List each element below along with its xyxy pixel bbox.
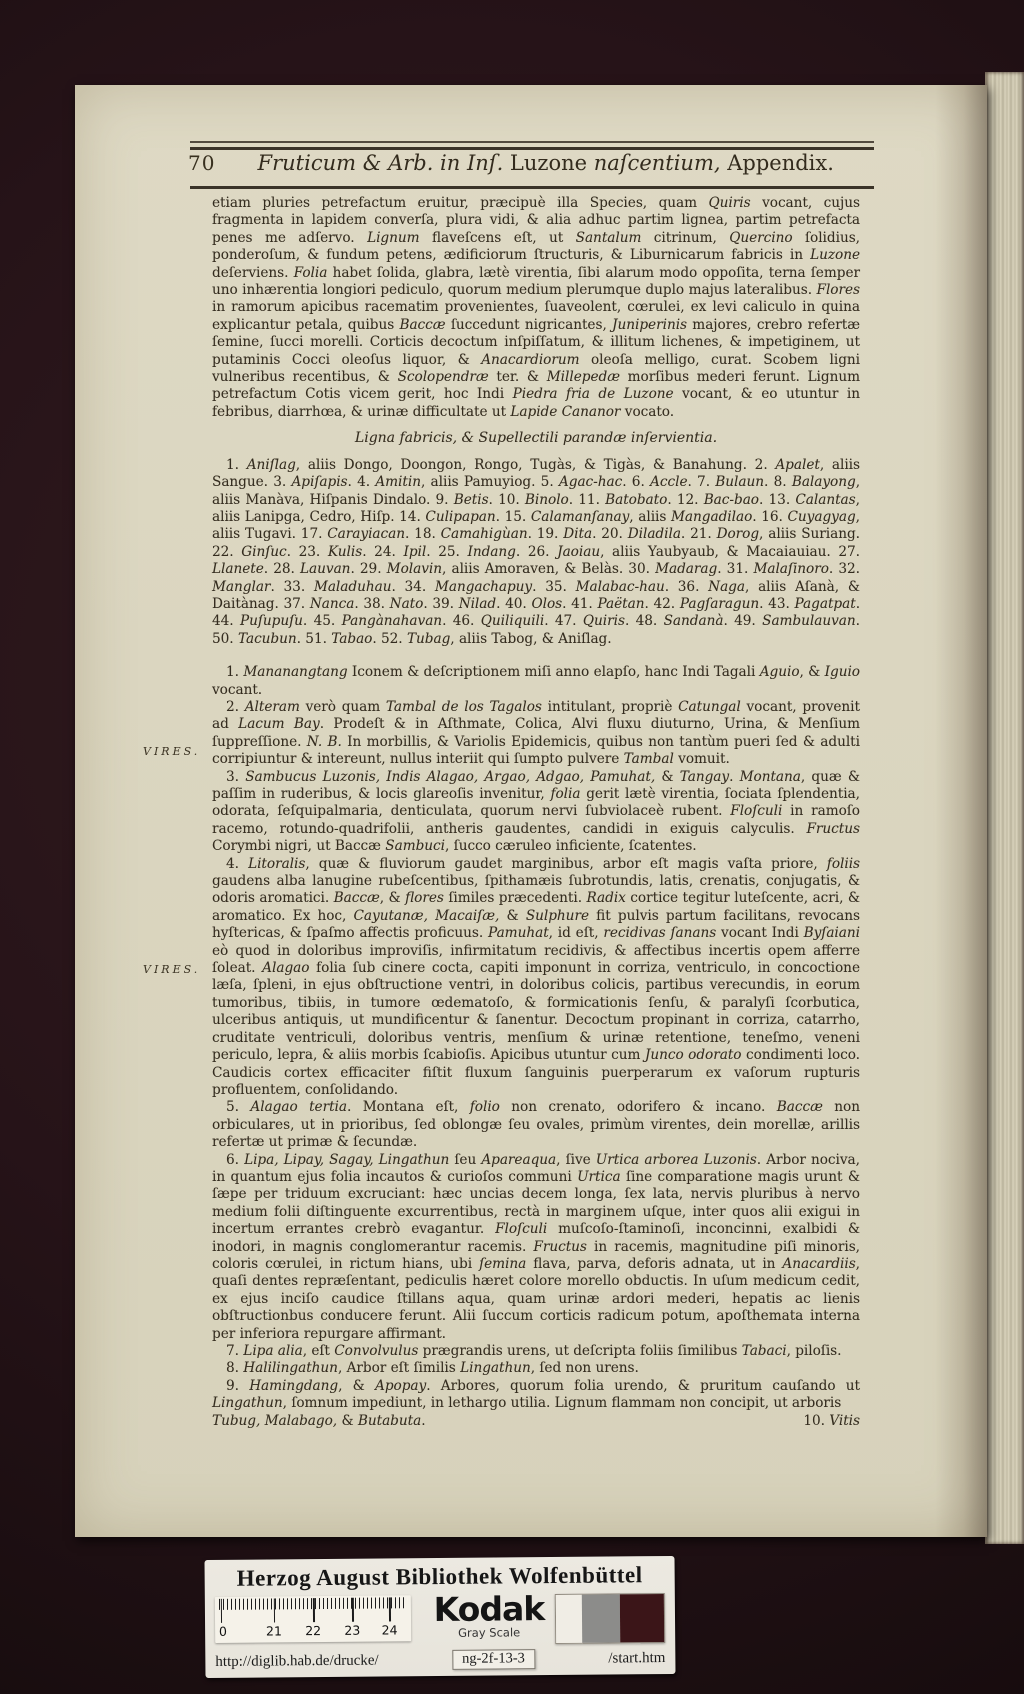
page-number: 70 <box>188 151 216 175</box>
label-url: http://diglib.hab.de/drucke/ <box>215 1652 379 1670</box>
catchword: 10. Vitis <box>803 1412 860 1429</box>
shelfmark: ng-2f-13-3 <box>452 1649 535 1670</box>
patch-gray <box>582 1594 620 1642</box>
body-paragraph-8: 8. Halilingathun, Arbor eſt ſimilis Lingathun, ſed non urens. <box>226 1360 639 1377</box>
ruler-number: 21 <box>265 1623 282 1639</box>
book-page <box>75 85 987 1537</box>
margin-note-vires-1: VIRES. <box>143 745 201 758</box>
section-heading: Ligna fabricis, & Supellectili parandæ inſervientia. <box>354 430 718 447</box>
ruler-tick-long <box>389 1597 391 1621</box>
body-paragraph-5: 5. Alagao tertia. Montana eſt, folio non crenato, odorifero & incano. Baccæ non orbiculares, ut in prioribus, ſed oblongæ ſeu ovales, primùm virentes, dein morellæ, arillis refertæ ut primæ & ſecundæ. <box>212 1099 860 1151</box>
patch-dark <box>620 1594 664 1642</box>
text-block <box>212 195 860 1430</box>
body-paragraph-9: 9. Hamingdang, & Apopay. Arbores, quorum folia urendo, & pruritum cauſando ut Lingathun, ſomnum impediunt, in lethargo utilia. Lignum flammam non concipit, ut arboris <box>212 1377 860 1412</box>
body-paragraph-2: 2. Alteram verò quam Tambal de los Tagalos intitulant, propriè Catungal vocant, provenit ad Lacum Bay. Prodeſt & in Aſthmate, Colica, Alvi fluxu diuturno, Urina, & Menſium ſuppreſſione. N. B. In morbillis, & Variolis Epidemicis, quibus non tantùm pueri ſed & adulti corripiuntur & intereunt, nullus interiit qui ſumpto pulvere Tambal vomuit. <box>212 698 860 768</box>
ruler-number: 23 <box>344 1622 361 1638</box>
last-line-text: Tubug, Malabago, & Butabuta. <box>212 1412 426 1429</box>
library-label <box>204 1556 675 1678</box>
ruler-number: 0 <box>218 1623 227 1639</box>
body-paragraph-intro: etiam pluries petrefactum eruitur, præcipuè illa Species, quam Quiris vocant, cujus fragmenta in lapidem converſa, plura vidi, & alia adhuc partim lignea, partim petrefacta penes me adſervo. Lignum flaveſcens eſt, ut Santalum citrinum, Quercino ſolidius, ponderoſum, & fundum petens, ædificiorum ſtructuris, & Liburnicarum fabricis in Luzone deſerviens. Folia habet ſolida, glabra, lætè virentia, ſibi alarum modo oppoſita, terna ſemper uno inhærentia longiori pediculo, quorum medium plerumque duplo majus lateralibus. Flores in ramorum apicibus racematim provenientes, ſuaveolent, cœrulei, ex levi caliculo in quina explicantur petala, quibus Baccæ ſuccedunt nigricantes, Juniperinis majores, crebro refertæ ſemine, ſucci morelli. Corticis decoctum inſpiſſatum, & illitum lichenes, & impetiginem, ut putaminis Cocci oleoſus liquor, & Anacardiorum oleoſa melligo, curat. Scobem ligni vulneribus recentibus, & Scolopendræ ter. & Millepedæ morſibus mederi ferunt. Lignum petrefactum Cotis vicem gerit, hoc Indi Piedra fria de Luzone vocant, & eo utuntur in febribus, diarrhœa, & urinæ difficultate ut Lapide Cananor vocato. <box>212 195 861 420</box>
ruler-tick-long <box>313 1598 315 1622</box>
label-bottom-row <box>215 1648 665 1672</box>
body-paragraph-7: 7. Lipa alia, eſt Convolvulus prægrandis urens, ut deſcripta foliis ſimilibus Tabaci, piloſis. <box>226 1343 842 1359</box>
ruler-number: 22 <box>305 1623 322 1639</box>
grayscale-patches <box>555 1593 665 1644</box>
start-file: /start.htm <box>608 1649 666 1667</box>
gray-scale-caption: Gray Scale <box>458 1625 521 1640</box>
body-paragraph-list: 1. Aniſlag, aliis Dongo, Doongon, Rongo, Tugàs, & Tigàs, & Banahung. 2. Apalet, aliis Sangue. 3. Apiſapis. 4. Amitin, aliis Pamuyiog. 5. Agac-hac. 6. Accle. 7. Bulaun. 8. Balayong, aliis Manàva, Hiſpanis Dindalo. 9. Betis. 10. Binolo. 11. Batobato. 12. Bac-bao. 13. Calantas, aliis Lanipga, Cedro, Hiſp. 14. Culipapan. 15. Calamanſanay, aliis Mangadilao. 16. Cuyagyag, aliis Tugavi. 17. Carayiacan. 18. Camahigùan. 19. Dita. 20. Diladila. 21. Dorog, aliis Suriang. 22. Ginſuc. 23. Kulis. 24. Ipil. 25. Indang. 26. Jaoiau, aliis Yaubyaub, & Macaiauiau. 27. Llanete. 28. Lauvan. 29. Molavin, aliis Amoraven, & Belàs. 30. Madarag. 31. Malaſinoro. 32. Manglar. 33. Maladuhau. 34. Mangachapuy. 35. Malabac-hau. 36. Naga, aliis Aſanà, & Daitànag. 37. Nanca. 38. Nato. 39. Nilad. 40. Olos. 41. Paëtan. 42. Pagſaragun. 43. Pagatpat. 44. Puſupuſu. 45. Pangànahavan. 46. Quiliquili. 47. Quiris. 48. Sandanà. 49. Sambulauvan. 50. Tacubun. 51. Tabao. 52. Tubag, aliis Tabog, & Aniſlag. <box>212 456 861 647</box>
label-middle-row <box>215 1589 665 1647</box>
ruler-tick-long <box>221 1599 223 1623</box>
ruler-numbers <box>215 1622 411 1640</box>
ruler-tick-long <box>352 1598 354 1622</box>
body-paragraph-6: 6. Lipa, Lipay, Sagay, Lingathun ſeu Apareaqua, ſive Urtica arborea Luzonis. Arbor nociva, in quantum ejus folia incautos & curioſos communi Urtica ſine comparatione magis urunt & ſæpe per triduum excruciant: hæc uncias decem longa, ſex lata, nervis pluribus à nervo medium folii diſtinguente excurrentibus, rectà in marginem uſque, inter quos alii exigui in incertum errantes crebrò evagantur. Floſculi muſcoſo-ſtaminoſi, inconcinni, exalbidi & inodori, in magnis conglomerantur racemis. Fructus in racemis, magnitudine piſi minoris, coloris cœrulei, in rictum hians, ubi ſemina flava, parva, deforis adnata, ut in Anacardiis, quaſi dentes repræſentant, pediculis hæret colore morello obductis. In uſum medicum cedit, ex ejus inciſo caudice ſtillans aqua, quam urinæ ardori mederi, hepatis ac lienis obſtructionbus conducere ferunt. Alii ſuccum corticis radicum potum, apoſthemata interna per inferiora repurgare affirmant. <box>212 1151 860 1342</box>
body-paragraph-3: 3. Sambucus Luzonis, Indis Alagao, Argao, Adgao, Pamuhat, & Tangay. Montana, quæ & paſſim in ruderibus, & locis glareoſis invenitur, folia gerit lætè virentia, ſociata ſplendentia, odorata, ſeſquipalmaria, denticulata, quorum nervi ſubviolaceè rubent. Floſculi in ramoſo racemo, rotundo-quadrifolii, antheris gaudentes, candidi in exiguis calyculis. Fructus Corymbi nigri, ut Baccæ Sambuci, ſucco cæruleo inficiente, ſcatentes. <box>212 768 860 855</box>
ruler-tick-long <box>274 1598 276 1622</box>
header-rule-top-thin <box>190 141 874 143</box>
book-page-edges <box>985 72 1024 1544</box>
header-rule-bottom <box>190 186 874 189</box>
kodak-brand <box>425 1589 553 1640</box>
body-paragraph-4: 4. Litoralis, quæ & fluviorum gaudet marginibus, arbor eſt magis vaſta priore, foliis gaudens alba lanugine rubeſcentibus, ſpithamæis ſubrotundis, latis, crenatis, conjugatis, & odoris aromatici. Baccæ, & flores ſimiles præcedenti. Radix cortice tegitur luteſcente, acri, & aromatico. Ex hoc, Cayutanæ, Macaiſæ, & Sulphure fit pulvis partum facilitans, revocans hyſtericas, & ſpaſmo affectis proficuus. Pamuhat, id eſt, recidivas ſanans vocant Indi Byſaiani eò quod in doloribus improviſis, infirmitatum recidivis, & affectibus incertis opem afferre ſoleat. Alagao folia ſub cinere cocta, capiti imponunt in corriza, ventriculo, in concoctione læſa, ſpleni, in ejus obſtructione ventri, in doloribus colicis, partibus verecundis, in eorum tumoribus, tibiis, in tumore œdematoſo, & formicationis ſenſu, & paralyſi ſcorbutica, ulceribus antiquis, ut mundificentur & ſanentur. Decoctum propinant in corriza, catarrho, cruditate ventriculi, doloribus ventris, menſium & urinæ retentione, teneſmo, veneni periculo, lepra, & aliis morbis ſcabioſis. Apicibus utuntur cum Junco odorato condimenti loco. Caudicis cortex efficaciter fiſtit fluxum ſanguinis puerperarum ex vaſorum rupturis profluentem, conſolidando. <box>212 855 861 1098</box>
label-title: Herzog August Bibliothek Wolfenbüttel <box>236 1562 643 1591</box>
margin-note-vires-2: VIRES. <box>143 963 201 976</box>
body-paragraph-1: 1. Mananangtang Iconem & deſcriptionem miſi anno elapſo, hanc Indi Tagali Aguio, & Iguio vocant. <box>212 664 860 698</box>
header-rule-top-thick <box>190 147 874 150</box>
last-text-line <box>212 1413 860 1430</box>
kodak-ruler <box>215 1595 411 1643</box>
ruler-number: 24 <box>381 1622 398 1638</box>
patch-white <box>556 1595 582 1643</box>
running-title: Fruticum & Arb. in Inſ. Luzone naſcentium, Appendix. <box>257 151 834 175</box>
kodak-logo: Kodak <box>433 1589 545 1630</box>
running-header <box>188 151 876 181</box>
